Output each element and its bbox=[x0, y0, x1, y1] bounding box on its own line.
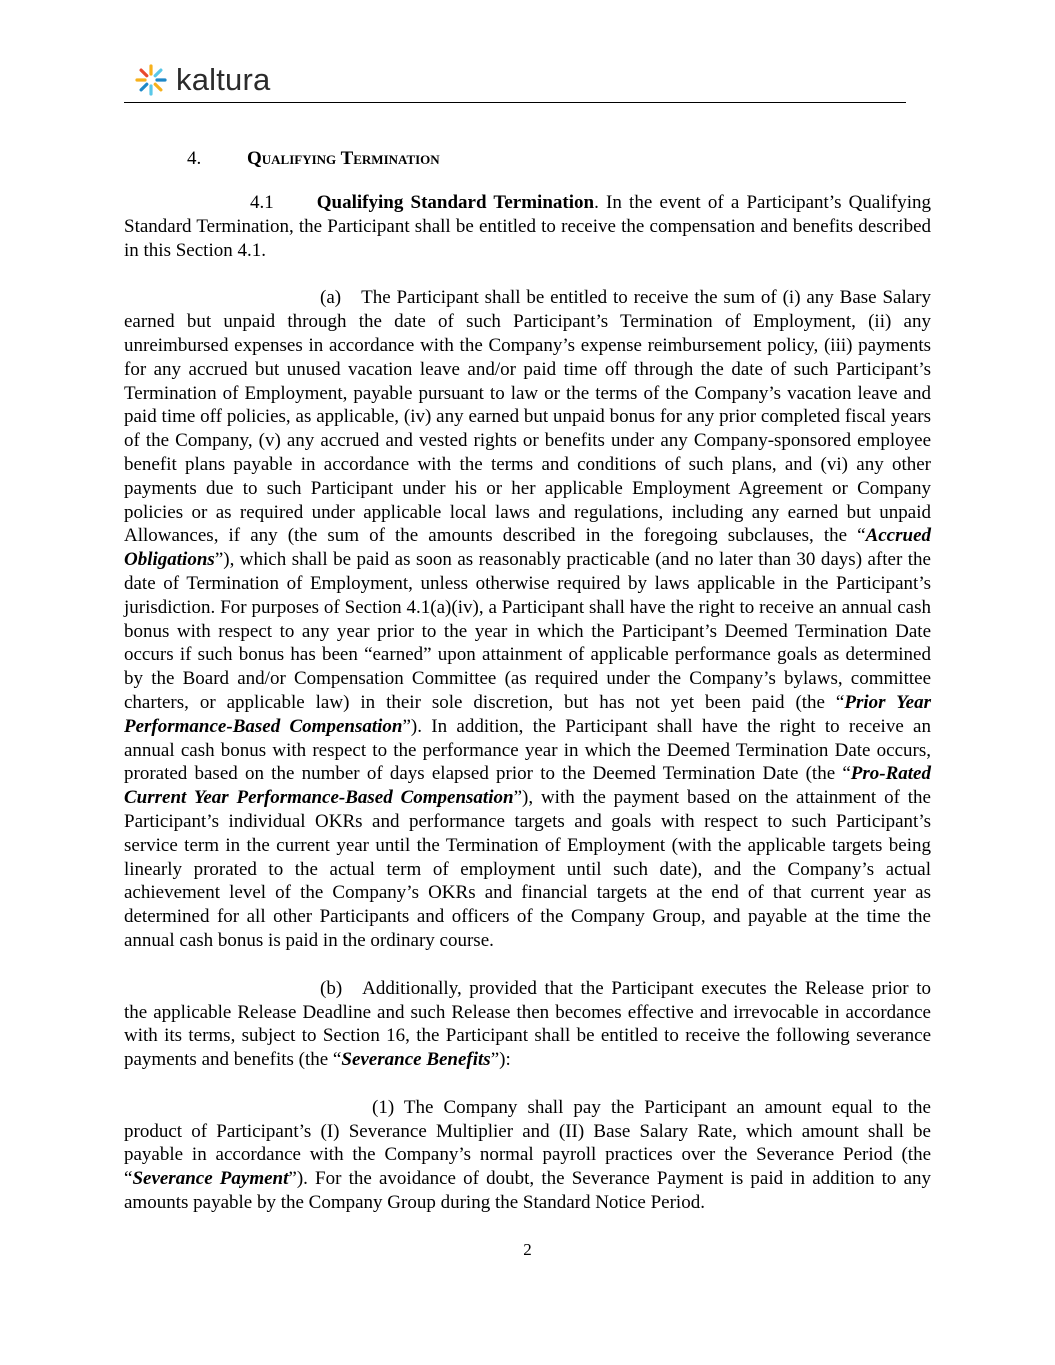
defined-term: Pro-Rated Current Year Performance-Based Compensation bbox=[124, 763, 931, 809]
clause-label: (a) bbox=[320, 287, 342, 309]
defined-term: Prior Year Performance-Based Compensation bbox=[124, 691, 931, 737]
kaltura-logo bbox=[134, 62, 270, 98]
clause-text: ”). In addition, the Participant shall have the right to receive an annual cash bonus with respect to the performance year in which the Deemed Termination Date occurs, prorated based on the number of days elapsed prior to the Deemed Termination Date (the “ bbox=[124, 715, 931, 785]
clause-text: ”), which shall be paid as soon as reasonably practicable (and no later than 30 days) after the date of Termination of Employment, unless otherwise required by laws applicable in the Participant’s jurisdiction. For purposes of Section 4.1(a)(iv), a Participant shall have the right to receive an annual cash bonus with respect to any year prior to the year in which the Participant’s Deemed Termination Date occurs if such bonus has been “earned” upon attainment of applicable performance goals as determined by the Board and/or Compensation Committee (as required under the Company’s bylaws, committee charters, or applicable law) in their sole discretion, but has not yet been paid (the “ bbox=[124, 549, 931, 713]
kaltura-burst-icon bbox=[134, 63, 168, 97]
clause-text: Additionally, provided that the Participant executes the Release prior to the applicable Release Deadline and such Release then becomes effective and irrevocable in accordance with its terms, subject to Section 16, the Participant shall be entitled to receive the following severance payments and benefits (the “ bbox=[124, 977, 931, 1071]
paragraph-4-1-a bbox=[124, 286, 931, 952]
section-number: 4. bbox=[187, 148, 202, 169]
clause-text: ”). For the avoidance of doubt, the Severance Payment is paid in addition to any amounts payable by the Company Group during the Standard Notice Period. bbox=[124, 1168, 931, 1214]
clause-text: ”): bbox=[490, 1049, 511, 1071]
paragraph-title: Qualifying Standard Termination bbox=[316, 192, 595, 213]
paragraph-4-1-b-1 bbox=[124, 1096, 931, 1215]
clause-text: (1) The Company shall pay the Participant an amount equal to the product of Participant’s (I) Severance Multiplier and (II) Base Salary Rate, which amount shall be payable in accordance with the Company’s normal payroll practices over the Severance Period (the “ bbox=[124, 1096, 931, 1190]
document-body bbox=[124, 138, 931, 1215]
defined-term: Severance Benefits bbox=[341, 1049, 491, 1071]
section-heading bbox=[124, 147, 931, 171]
paragraph-4-1-b bbox=[124, 977, 931, 1072]
defined-term: Severance Payment bbox=[132, 1168, 289, 1190]
paragraph-4-1 bbox=[124, 191, 931, 262]
page-number: 2 bbox=[523, 1240, 532, 1259]
paragraph-number: 4.1 bbox=[250, 192, 274, 213]
page-header bbox=[124, 58, 906, 103]
logo-wordmark: kaltura bbox=[176, 62, 271, 97]
defined-term: Accrued Obligations bbox=[124, 525, 931, 571]
paragraph-text: . In the event of a Participant’s Qualifying Standard Termination, the Participant shall be entitled to receive the compensation and benefits described in this Section 4.1. bbox=[124, 192, 931, 261]
clause-label: (b) bbox=[320, 977, 343, 999]
section-title: Qualifying Termination bbox=[247, 148, 440, 169]
clause-text: The Participant shall be entitled to receive the sum of (i) any Base Salary earned but unpaid through the date of such Participant’s Termination of Employment, (ii) any unreimbursed expenses in accordance with the Company’s expense reimbursement policy, (iii) payments for any accrued but unused vacation leave and/or paid time off through the date of such Participant’s Termination of Employment, payable pursuant to law or the terms of the Company’s vacation leave and paid time off policies, as applicable, (iv) any earned but unpaid bonus for any prior completed fiscal years of the Company, (v) any accrued and vested rights or benefits under any Company-sponsored employee benefit plans payable in accordance with the terms and conditions of such plans, and (vi) any other payments due to such Participant under his or her applicable Employment Agreement or Company policies or as required under applicable local laws and regulations, including any earned but unpaid Allowances, if any (the sum of the amounts described in the foregoing subclauses, the “ bbox=[124, 287, 931, 547]
clause-text: ”), with the payment based on the attainment of the Participant’s individual OKRs and performance targets and goals with respect to such Participant’s service term in the current year until the Termination of Employment (with the applicable targets being linearly prorated to the actual term of employment until such date), and the Company’s actual achievement level of the Company’s OKRs and financial targets at the end of that current year as determined for all other Participants and officers of the Company Group, and payable at the time the annual cash bonus is paid in the ordinary course. bbox=[124, 787, 931, 951]
